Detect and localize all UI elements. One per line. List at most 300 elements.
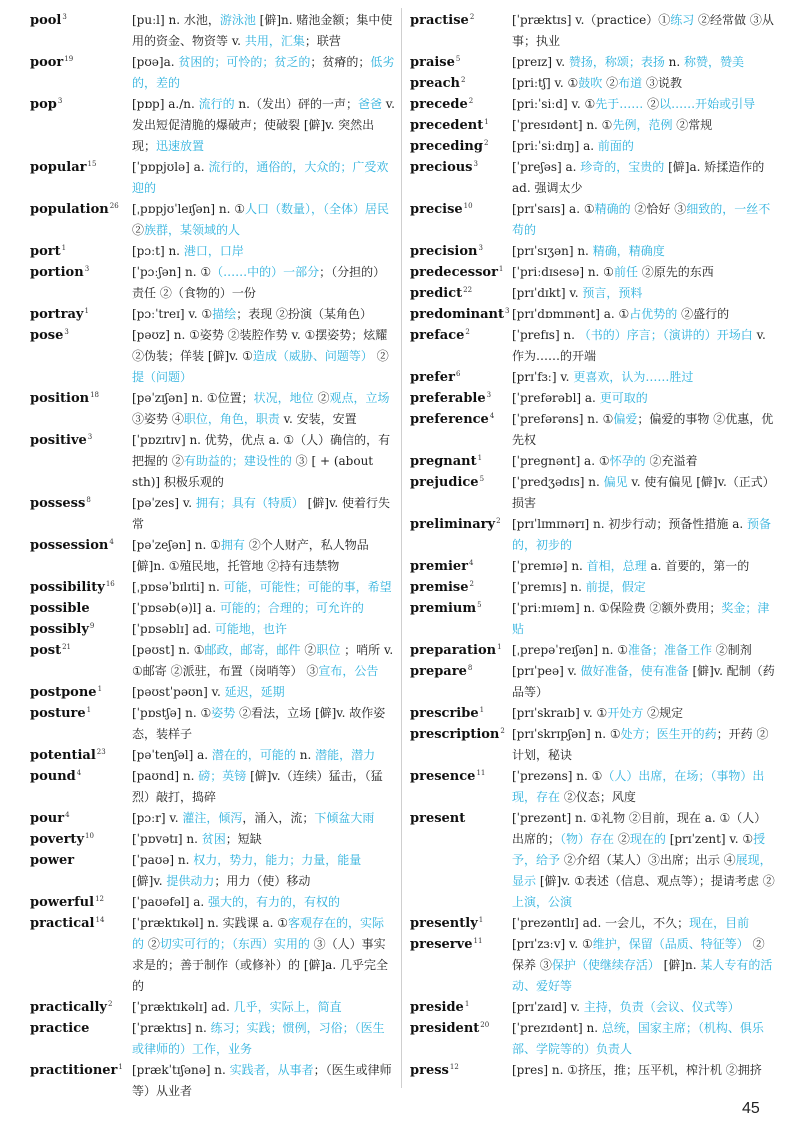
frequency-count: 6 [455, 369, 461, 378]
definition-text: [ˈprefɪs] n. [512, 328, 579, 342]
definition [512, 52, 775, 73]
highlighted-meaning: 赞扬，称颂；表扬 [568, 55, 665, 69]
headword [410, 136, 512, 157]
highlighted-meaning: 占优势的 [629, 307, 678, 321]
highlighted-meaning: 主持，负责（会议、仪式等） [583, 1000, 740, 1014]
headword [410, 661, 512, 703]
dictionary-entry [410, 703, 775, 724]
definition [512, 157, 775, 199]
definition-text: v. 作为……的开端 [512, 328, 766, 363]
frequency-count: 16 [105, 579, 115, 588]
highlighted-meaning: 爸爸 [357, 97, 382, 111]
definition-text: [pɒp] a./n. [132, 97, 199, 111]
headword-text: prescribe [410, 706, 479, 721]
definition [512, 1060, 775, 1081]
headword-text: pour [30, 811, 65, 826]
definition-text: ②常规 [672, 118, 713, 132]
headword [410, 283, 512, 304]
headword-text: post [30, 643, 62, 658]
definition-text: ；用力（使）移动 [214, 874, 311, 888]
definition-text: [僻]n. [659, 958, 701, 972]
definition-text: ②介绍（某人）③出席；出示 ④ [560, 853, 736, 867]
headword [410, 325, 512, 367]
definition [512, 262, 775, 283]
frequency-count: 10 [463, 201, 473, 210]
headword-text: predecessor [410, 265, 498, 280]
definition-text: [ˈprefərəns] n. ① [512, 412, 614, 426]
frequency-count: 12 [95, 894, 104, 903]
highlighted-meaning: 邮政，邮寄，邮件 [204, 643, 301, 657]
highlighted-meaning: 维护，保留（品质、特征等） [592, 937, 749, 951]
frequency-count: 2 [500, 726, 505, 735]
dictionary-entry [410, 94, 775, 115]
definition-text: [prɪˈpeə] v. [512, 664, 581, 678]
definition-text: [ˈpɒstʃə] n. ① [132, 706, 212, 720]
headword-text: press [410, 1063, 449, 1078]
dictionary-entry [410, 451, 775, 472]
definition-text: [pəˈzes] v. [132, 496, 196, 510]
dictionary-entry [410, 997, 775, 1018]
headword [30, 913, 132, 997]
highlighted-meaning: 提（问题） [132, 370, 193, 384]
headword [30, 493, 132, 535]
highlighted-meaning: 潜在的，可能的 [211, 748, 296, 762]
highlighted-meaning: 珍奇的，宝贵的 [580, 160, 665, 174]
definition-text: ②经常做 ③从事；执业 [512, 13, 774, 48]
left-column [30, 10, 395, 1102]
frequency-count: 9 [89, 621, 95, 630]
highlighted-meaning: （物）存在 [560, 832, 615, 846]
dictionary-entry [410, 325, 775, 367]
definition-text: [ˌprepəˈreɪʃən] n. ① [512, 643, 628, 657]
definition-text: v. 使有偏见 [僻]v.（正式）损害 [512, 475, 775, 510]
frequency-count: 2 [469, 579, 474, 588]
headword [410, 451, 512, 472]
definition-text: [puːl] n. 水池， [132, 13, 220, 27]
highlighted-meaning: 权力，势力，能力；力量，能量 [193, 853, 362, 867]
headword [410, 577, 512, 598]
frequency-count: 1 [61, 243, 67, 252]
dictionary-entry [410, 283, 775, 304]
definition-text: [ˈpregnənt] a. ① [512, 454, 610, 468]
definition-text: [prɪˈlɪmɪnərɪ] n. 初步行动；预备性措施 a. [512, 517, 747, 531]
definition-text: ；贫瘠的； [310, 55, 371, 69]
highlighted-meaning: 上演，公演 [512, 895, 573, 909]
definition [132, 745, 395, 766]
definition [512, 136, 775, 157]
definition-text: [pres] n. ①挤压，推；压平机，榨汁机 ②拥挤 [512, 1063, 762, 1077]
headword-text: possibly [30, 622, 89, 637]
headword [410, 913, 512, 934]
definition-text: ；偏爱的事物 ②优惠，优先权 [512, 412, 774, 447]
dictionary-entry [410, 409, 775, 451]
definition-text: [paʊnd] n. [132, 769, 199, 783]
definition [132, 850, 395, 892]
frequency-count: 3 [84, 264, 90, 273]
highlighted-meaning: 精确的 [594, 202, 631, 216]
highlighted-meaning: 前任 [613, 265, 638, 279]
headword [410, 304, 512, 325]
definition-text: [pəˈtenʃəl] a. [132, 748, 212, 762]
highlighted-meaning: 偏爱 [613, 412, 638, 426]
definition-text: ；（医生或律师等）从业者 [132, 1063, 392, 1098]
definition-text: [priːˈsiːdɪŋ] a. [512, 139, 598, 153]
definition [512, 94, 775, 115]
highlighted-meaning: 展现，显示 [512, 853, 772, 888]
highlighted-meaning: 布道 [618, 76, 643, 90]
frequency-count: 18 [90, 390, 100, 399]
headword-text: possession [30, 538, 109, 553]
headword-text: presently [410, 916, 478, 931]
frequency-count: 3 [505, 306, 510, 315]
headword-text: prepare [410, 664, 467, 679]
headword [410, 241, 512, 262]
headword-text: preliminary [410, 517, 496, 532]
headword-text: president [410, 1021, 480, 1036]
highlighted-meaning: 几乎，实际上，简直 [233, 1000, 342, 1014]
definition [512, 514, 775, 556]
definition-text: ②仪态；风度 [560, 790, 636, 804]
headword [30, 598, 132, 619]
headword-text: poor [30, 55, 64, 70]
highlighted-meaning: 以……开始或引导 [659, 97, 756, 111]
dictionary-entry [30, 1060, 395, 1102]
definition [132, 619, 395, 640]
highlighted-meaning: 状况，地位 [253, 391, 314, 405]
frequency-count: 19 [64, 54, 74, 63]
headword-text: possibility [30, 580, 105, 595]
dictionary-entry [30, 241, 395, 262]
dictionary-entry [30, 682, 395, 703]
headword [30, 682, 132, 703]
frequency-count: 1 [97, 684, 103, 693]
dictionary-entry [410, 367, 775, 388]
dictionary-entry [410, 808, 775, 913]
highlighted-meaning: 职位，角色，职责 [183, 412, 280, 426]
headword [410, 724, 512, 766]
headword [30, 157, 132, 199]
definition-text: [ˈpredʒədɪs] n. [512, 475, 604, 489]
frequency-count: 1 [118, 1062, 123, 1071]
definition-text: ；联营 [304, 34, 341, 48]
headword-text: prefer [410, 370, 455, 385]
definition-text: ②恰好 ③ [630, 202, 687, 216]
highlighted-meaning: 提供动力 [166, 874, 215, 888]
definition-text: v. 安装，安置 [279, 412, 357, 426]
headword [30, 829, 132, 850]
headword-text: poverty [30, 832, 84, 847]
frequency-count: 2 [496, 516, 501, 525]
headword [30, 577, 132, 598]
headword [30, 766, 132, 808]
definition-text: v. 发出短促清脆的爆破声；使破裂 [僻]v. 突然出现； [132, 97, 395, 153]
definition [132, 829, 395, 850]
definition-text: [ˈpræktɪs] n. [132, 1021, 211, 1035]
headword-text: preferable [410, 391, 486, 406]
definition-text: [僻]v. [132, 874, 167, 888]
definition-text: [ˈprefərəbl] a. [512, 391, 600, 405]
definition-text: [ˈpaʊəfəl] a. [132, 895, 209, 909]
headword [410, 997, 512, 1018]
dictionary-entry [30, 535, 395, 577]
definition-text: [ˈprezɪdənt] n. [512, 1021, 602, 1035]
definition-text: [ˈpɒsəb(ə)l] a. [132, 601, 220, 615]
highlighted-meaning: 细致的，一丝不苟的 [512, 202, 771, 237]
definition-text: [ˈpɒpjʊlə] a. [132, 160, 209, 174]
definition-text: ②充溢着 [645, 454, 698, 468]
dictionary-entry [410, 388, 775, 409]
definition-text: ②盛行的 [677, 307, 730, 321]
headword-text: present [410, 811, 466, 826]
definition [132, 388, 395, 430]
headword [30, 262, 132, 304]
frequency-count: 4 [109, 537, 114, 546]
highlighted-meaning: 总统，国家主席；（机构、俱乐部、学院等的）负责人 [512, 1021, 764, 1056]
headword [30, 850, 132, 892]
headword-text: port [30, 244, 61, 259]
definition-text: ②保养 ③ [512, 937, 765, 972]
frequency-count: 22 [463, 285, 473, 294]
highlighted-meaning: 鼓吹 [578, 76, 603, 90]
frequency-count: 4 [65, 810, 70, 819]
definition [132, 1018, 395, 1060]
definition-text: [pəˈzɪʃən] n. ①位置； [132, 391, 254, 405]
headword-text: pregnant [410, 454, 477, 469]
headword [410, 808, 512, 913]
headword [30, 997, 132, 1018]
definition [132, 766, 395, 808]
headword [30, 808, 132, 829]
definition-text: ② [132, 223, 145, 237]
definition-text: [prɪˈskraɪb] v. ① [512, 706, 608, 720]
highlighted-meaning: 强大的，有力的，有权的 [208, 895, 341, 909]
dictionary-entry [410, 1060, 775, 1081]
definition [132, 1060, 395, 1102]
headword [410, 388, 512, 409]
frequency-count: 3 [62, 12, 67, 21]
highlighted-meaning: 游泳池 [219, 13, 256, 27]
headword [410, 598, 512, 640]
definition-text: ② [300, 643, 317, 657]
highlighted-meaning: 先例，范例 [612, 118, 673, 132]
dictionary-entry [410, 661, 775, 703]
definition [132, 808, 395, 829]
definition-text: ② [614, 832, 630, 846]
definition-text: ② [602, 76, 619, 90]
highlighted-meaning: 贫困 [201, 832, 226, 846]
frequency-count: 1 [477, 453, 483, 462]
highlighted-meaning: 拥有 [220, 538, 245, 552]
highlighted-meaning: 开处方 [607, 706, 644, 720]
definition-text: ；开药 ②计划，秘诀 [512, 727, 769, 762]
highlighted-meaning: 拥有；具有（特质） [195, 496, 304, 510]
definition-text: [ˈpɒsəblɪ] ad. [132, 622, 215, 636]
definition-text: [ˌpɒsəˈbɪlɪti] n. [132, 580, 224, 594]
definition-text: [ˈpɔːʃən] n. ① [132, 265, 212, 279]
highlighted-meaning: 做好准备，使有准备 [580, 664, 689, 678]
definition [132, 640, 395, 682]
dictionary-entry [30, 199, 395, 241]
dictionary-entry [30, 10, 395, 52]
headword-text: premier [410, 559, 469, 574]
dictionary-entry [30, 430, 395, 493]
definition [512, 577, 775, 598]
headword-text: portray [30, 307, 84, 322]
highlighted-meaning: 延迟，延期 [224, 685, 285, 699]
frequency-count: 14 [95, 915, 105, 924]
right-column [410, 10, 775, 1081]
headword-text: pound [30, 769, 76, 784]
dictionary-entry [30, 850, 395, 892]
definition-text: [ˈpreʃəs] a. [512, 160, 581, 174]
definition [512, 556, 775, 577]
definition-text: ②规定 [643, 706, 684, 720]
dictionary-entry [410, 598, 775, 640]
headword-text: predict [410, 286, 463, 301]
highlighted-meaning: 描绘 [212, 307, 237, 321]
definition-text: [pɔːr] v. [132, 811, 183, 825]
definition-text: [pəʊst] n. ① [132, 643, 205, 657]
definition-text: n.（发出）砰的一声； [234, 97, 358, 111]
frequency-count: 20 [480, 1020, 490, 1029]
definition-text: [pəˈzeʃən] n. ① [132, 538, 221, 552]
frequency-count: 26 [109, 201, 119, 210]
definition-text: [pɔːt] n. [132, 244, 184, 258]
headword-text: precious [410, 160, 473, 175]
definition [512, 199, 775, 241]
definition-text: [priːtʃ] v. ① [512, 76, 579, 90]
frequency-count: 2 [465, 327, 470, 336]
dictionary-entry [30, 1018, 395, 1060]
dictionary-entry [410, 241, 775, 262]
headword [30, 619, 132, 640]
definition-text: [ˈpremɪə] n. [512, 559, 587, 573]
definition-text: n. [295, 748, 316, 762]
dictionary-entry [30, 157, 395, 199]
headword-text: prescription [410, 727, 500, 742]
frequency-count: 1 [498, 264, 504, 273]
highlighted-meaning: 流行的，通俗的，大众的；广受欢迎的 [132, 160, 389, 195]
definition [132, 997, 395, 1018]
definition [512, 241, 775, 262]
headword-text: preparation [410, 643, 497, 658]
headword [30, 325, 132, 388]
definition [132, 703, 395, 745]
page-number: 45 [742, 1100, 760, 1117]
definition-text: [prɪˈsɪʒən] n. [512, 244, 593, 258]
highlighted-meaning: 切实可行的；（东西）实用的 [159, 937, 310, 951]
definition-text: [prækˈtɪʃənə] n. [132, 1063, 230, 1077]
frequency-count: 1 [479, 705, 485, 714]
definition-text: ②制剂 [711, 643, 752, 657]
highlighted-meaning: 练习；实践；惯例，习俗；（医生或律师的）工作，业务 [132, 1021, 385, 1056]
headword [410, 115, 512, 136]
highlighted-meaning: 先于…… [595, 97, 644, 111]
definition [132, 892, 395, 913]
frequency-count: 3 [87, 432, 93, 441]
definition-text: a. 首要的，第一的 [646, 559, 750, 573]
definition-text: [ˈpɒvətɪ] n. [132, 832, 202, 846]
dictionary-entry [410, 199, 775, 241]
definition-text: n. [664, 55, 685, 69]
highlighted-meaning: 贫困的；可怜的；贫乏的 [178, 55, 311, 69]
headword-text: practice [30, 1021, 90, 1036]
frequency-count: 3 [64, 327, 69, 336]
dictionary-entry [410, 472, 775, 514]
highlighted-meaning: （……中的）一部分 [211, 265, 320, 279]
definition-text: ②看法，立场 [僻]v. 故作姿态，装样子 [132, 706, 386, 741]
definition-text: [僻]n. 赌池金额；集中使用的资金、物资等 v. [132, 13, 393, 48]
dictionary-entry [410, 556, 775, 577]
headword-text: power [30, 853, 75, 868]
headword [30, 304, 132, 325]
dictionary-entry [410, 1018, 775, 1060]
definition [512, 703, 775, 724]
definition-text: [ˈpaʊə] n. [132, 853, 194, 867]
headword-text: pool [30, 13, 62, 28]
definition [512, 409, 775, 451]
definition-text: ②原先的东西 [637, 265, 714, 279]
highlighted-meaning: 预备的，初步的 [512, 517, 772, 552]
definition-text: [prɪˈdɪkt] v. [512, 286, 583, 300]
definition-text: ③ [ + (about sth)] 积极乐观的 [132, 454, 374, 489]
frequency-count: 8 [467, 663, 473, 672]
headword-text: precise [410, 202, 463, 217]
highlighted-meaning: （书的）序言；（演讲的）开场白 [578, 328, 753, 342]
highlighted-meaning: （人）出席，在场；（事物）出现，存在 [512, 769, 765, 804]
dictionary-entry [30, 388, 395, 430]
dictionary-entry [410, 640, 775, 661]
headword [410, 640, 512, 661]
definition-text: ；表现 ②扮演（某角色） [236, 307, 373, 321]
highlighted-meaning: 称赞，赞美 [684, 55, 745, 69]
headword-text: popular [30, 160, 87, 175]
definition-text: [ˈpresɪdənt] n. ① [512, 118, 613, 132]
frequency-count: 1 [497, 642, 502, 651]
headword-text: possible [30, 601, 90, 616]
headword-text: precede [410, 97, 468, 112]
frequency-count: 3 [473, 159, 478, 168]
headword [30, 94, 132, 157]
definition-text: ；哨所 v. ①邮寄 ②派驻，布置（岗哨等） ③ [132, 643, 394, 678]
frequency-count: 11 [473, 936, 483, 945]
dictionary-entry [30, 892, 395, 913]
highlighted-meaning: 预言，预料 [582, 286, 643, 300]
definition [512, 661, 775, 703]
definition-text: [ˈpremɪs] n. [512, 580, 586, 594]
definition-text: [ˈprezəns] n. ① [512, 769, 603, 783]
definition-text: [ˈpræktɪkəlɪ] ad. [132, 1000, 234, 1014]
dictionary-entry [30, 94, 395, 157]
headword [410, 199, 512, 241]
column-divider [401, 8, 402, 1088]
frequency-count: 3 [57, 96, 63, 105]
headword-text: praise [410, 55, 455, 70]
headword-text: premium [410, 601, 477, 616]
highlighted-meaning: 更喜欢，认为……胜过 [573, 370, 694, 384]
frequency-count: 4 [469, 558, 474, 567]
frequency-count: 3 [478, 243, 483, 252]
headword-text: presence [410, 769, 476, 784]
highlighted-meaning: 可能，可能性；可能的事，希望 [223, 580, 392, 594]
highlighted-meaning: 低劣的，差的 [132, 55, 395, 90]
headword [410, 409, 512, 451]
headword [410, 766, 512, 808]
definition [132, 199, 395, 241]
definition-text: ，涌入，流； [242, 811, 315, 825]
headword-text: population [30, 202, 109, 217]
dictionary-entry [30, 52, 395, 94]
